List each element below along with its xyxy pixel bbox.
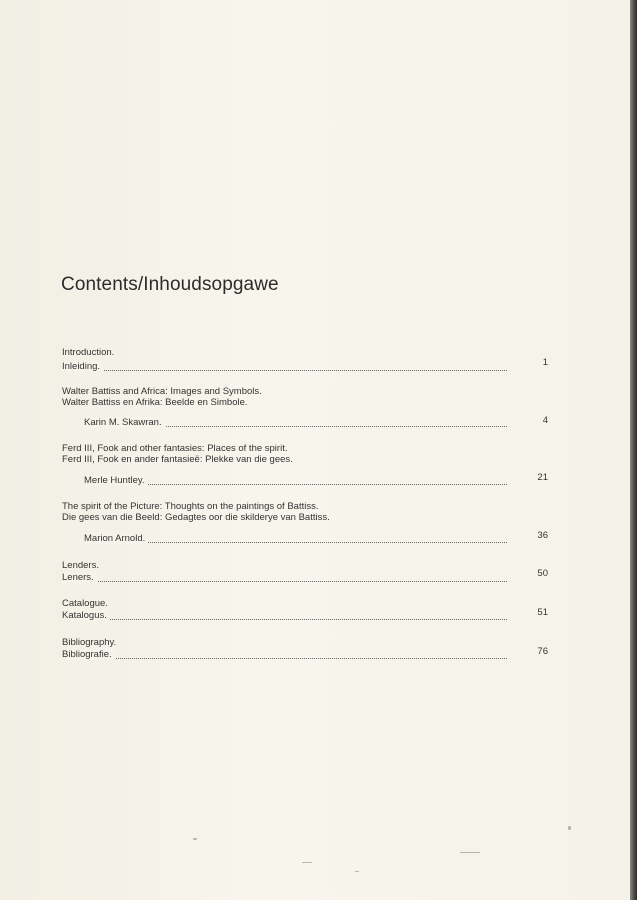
toc-entry-author: Merle Huntley. [84, 475, 148, 486]
dot-leader [62, 619, 507, 620]
toc-page-number: 1 [542, 357, 548, 368]
toc-entry-subtitle: Leners. [62, 572, 97, 583]
dot-leader [62, 658, 507, 659]
toc-entry-dotted-line [62, 649, 507, 661]
toc-entry-author: Marion Arnold. [84, 533, 148, 544]
toc-page-number: 76 [537, 646, 548, 657]
toc-entry-dotted-line [62, 361, 507, 373]
dot-leader [62, 370, 507, 371]
dot-leader [62, 581, 507, 582]
toc-entry-dotted-line [62, 610, 507, 622]
toc-entry-dotted-line [62, 572, 507, 584]
paper-speck [302, 862, 312, 863]
toc-entry-subtitle: Inleiding. [62, 361, 103, 372]
toc-entry-dotted-line [84, 417, 507, 429]
toc-entry-title: Walter Battiss and Africa: Images and Symbols. [62, 386, 262, 397]
toc-page-number: 4 [542, 415, 548, 426]
toc-page-number: 50 [537, 568, 548, 579]
paper-speck [460, 852, 480, 853]
toc-page-number: 51 [537, 607, 548, 618]
toc-entry-title-alt: Walter Battiss en Afrika: Beelde en Simbole. [62, 397, 248, 408]
toc-entry-subtitle: Katalogus. [62, 610, 110, 621]
toc-entry-title: Introduction. [62, 347, 115, 358]
toc-entry-title-alt: Ferd III, Fook en ander fantasieë: Plekke van die gees. [62, 454, 293, 465]
paper-speck [568, 826, 571, 830]
page-edge-shadow [630, 0, 637, 900]
toc-entry-author: Karin M. Skawran. [84, 417, 165, 428]
toc-entry-subtitle: Bibliografie. [62, 649, 115, 660]
toc-page-number: 21 [537, 472, 548, 483]
toc-entry-title: Bibliography. [62, 637, 117, 648]
toc-page-number: 36 [537, 530, 548, 541]
toc-entry-title: Ferd III, Fook and other fantasies: Places of the spirit. [62, 443, 288, 454]
toc-entry-title: Lenders. [62, 560, 99, 571]
toc-entry-title-alt: Die gees van die Beeld: Gedagtes oor die skilderye van Battiss. [62, 512, 330, 523]
toc-entry-title: The spirit of the Picture: Thoughts on the paintings of Battiss. [62, 501, 319, 512]
paper-speck [355, 871, 359, 872]
toc-entry-dotted-line [84, 533, 507, 545]
paper-speck [193, 838, 197, 840]
page-title: Contents/Inhoudsopgawe [61, 274, 279, 295]
toc-entry-dotted-line [84, 475, 507, 487]
toc-entry-title: Catalogue. [62, 598, 108, 609]
